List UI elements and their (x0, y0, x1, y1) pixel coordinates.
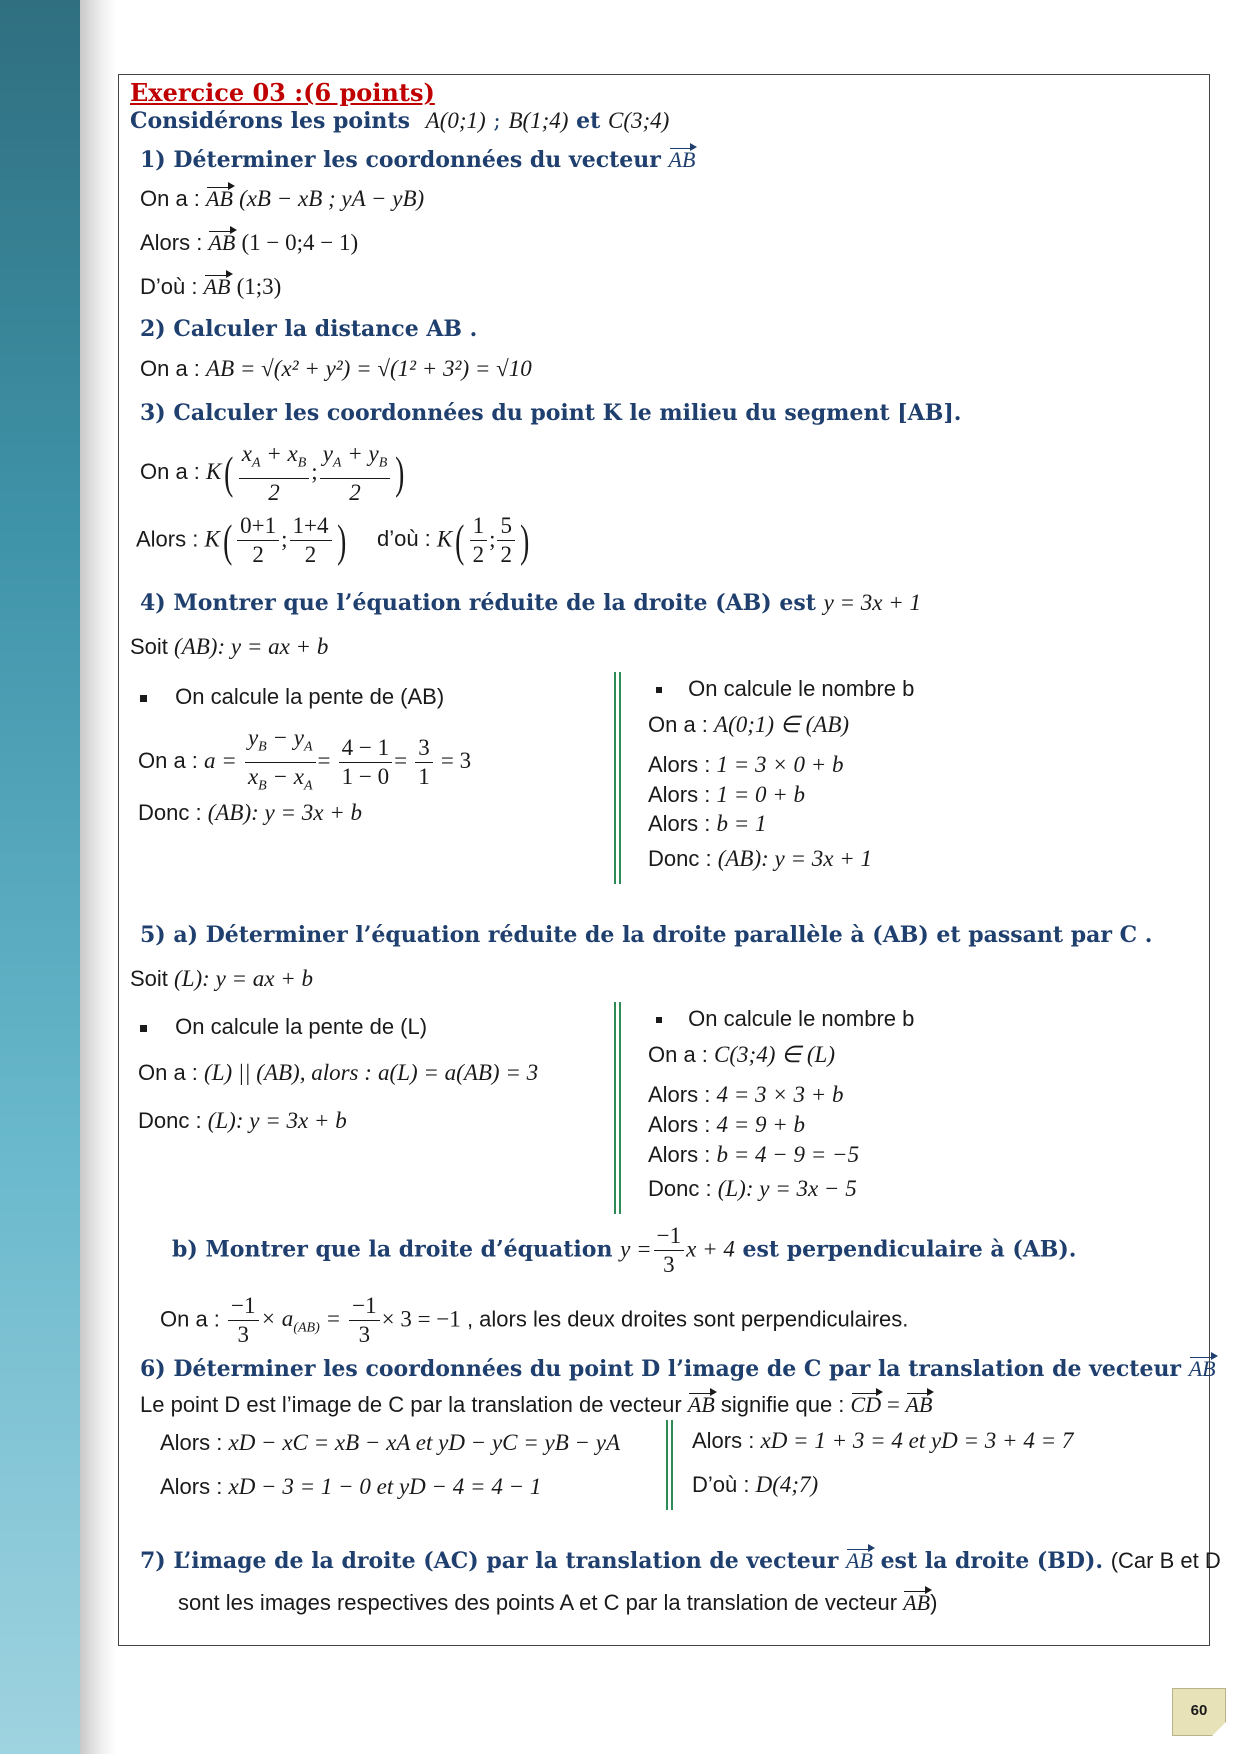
vector-ab: AB (203, 274, 231, 299)
point-c: C(3;4) (607, 108, 670, 133)
line-prefix: Alors : (648, 782, 711, 807)
q6-heading (140, 1356, 1216, 1382)
page-number-text: 60 (1190, 1702, 1208, 1719)
fraction: $\frac{-1}{3}$ (654, 1222, 684, 1279)
q4-left-line1-tail: = 3 (440, 747, 472, 773)
page-number (1172, 1688, 1226, 1736)
fraction: $\frac{y_A + y_B}{2}$ (320, 440, 391, 507)
column-divider (671, 1420, 673, 1510)
q4-right-line (648, 782, 805, 808)
q2-line-math: AB = √(x² + y²) = √(1² + 3²) = √10 (206, 356, 532, 381)
fraction: $\frac{3}{1}$ (415, 734, 433, 791)
line-prefix: Alors : (648, 811, 711, 836)
column-divider (619, 672, 621, 884)
vector-ab: AB (687, 1392, 715, 1417)
q5b-label-pre: b) Montrer que la droite d’équation (172, 1236, 613, 1263)
line-prefix: Donc : (648, 846, 712, 871)
q5a-left-bullet (140, 1014, 427, 1040)
line-prefix: Alors : (160, 1474, 223, 1499)
bullet-icon (140, 1025, 147, 1032)
q5a-label: 5) a) Déterminer l’équation réduite de la droite parallèle à (AB) et passant par C . (140, 922, 1153, 948)
q5a-right-bullet-text: On calcule le nombre b (688, 1006, 915, 1031)
q1-line1-math: (xB − xB ; yA − yB) (239, 186, 425, 211)
line-math: b = 1 (716, 811, 767, 836)
q3-line2: Alors : K( $\frac{0+1}{2}$ ; $\frac{1+4}{2}$ ) d’où : K( $\frac{1}{2}$ ; $\frac{5}{2}$ ) (136, 513, 530, 567)
line-math: D(4;7) (755, 1472, 819, 1497)
q7-heading (140, 1548, 1221, 1574)
q4-left-line1-prefix: On a : (138, 747, 198, 773)
q1-line3 (140, 274, 281, 300)
q5a-soit-math: (L): y = ax + b (174, 966, 314, 991)
fraction: $\frac{y_B - y_A}{x_B - x_A}$ (245, 724, 316, 800)
bullet-icon (656, 1017, 662, 1023)
q5b-line-tail: , alors les deux droites sont perpendiculaires. (466, 1306, 909, 1332)
line-prefix: Alors : (692, 1428, 755, 1453)
line-prefix: On a : (648, 1042, 708, 1067)
vector-cd: CD (850, 1392, 882, 1417)
q4-left-line2 (138, 800, 362, 826)
q7-line2-a: sont les images respectives des points A et C par la translation de vecteur (178, 1590, 898, 1615)
line-math: 1 = 0 + b (716, 782, 806, 807)
column-divider (619, 1002, 621, 1214)
line-prefix: Alors : (648, 1082, 711, 1107)
q4-left-bullet-text: On calcule la pente de (AB) (175, 684, 445, 709)
line-prefix: D’où : (692, 1472, 750, 1497)
q1-line2 (140, 230, 358, 256)
line-prefix: Alors : (160, 1430, 223, 1455)
line-math: 4 = 3 × 3 + b (716, 1082, 844, 1107)
line-math: 1 = 3 × 0 + b (716, 752, 844, 777)
q3-label: 3) Calculer les coordonnées du point K le milieu du segment [AB]. (140, 400, 962, 426)
q6-right-line (692, 1472, 818, 1498)
line-math: (AB): y = 3x + 1 (717, 846, 873, 871)
bullet-icon (140, 695, 147, 702)
q4-soit-prefix: Soit (130, 634, 168, 659)
side-band (0, 0, 80, 1754)
point-b: B(1;4) (508, 108, 569, 133)
q1-heading (140, 147, 695, 173)
q5a-soit-prefix: Soit (130, 966, 168, 991)
q5b-line-prefix: On a : (160, 1306, 220, 1332)
line-prefix: On a : (648, 712, 708, 737)
q3-line1-prefix: On a : (140, 459, 200, 485)
q6-line1-a: Le point D est l’image de C par la translation de vecteur (140, 1392, 682, 1417)
line-math: (L): y = 3x − 5 (717, 1176, 857, 1201)
vector-ab: AB (206, 186, 233, 211)
q5b-line: On a : $\frac{-1}{3}$ × $a_{(AB)}$ = $\frac{-1}{3}$ × 3 = −1 , alors les deux droites sont perpendiculaires. (160, 1293, 909, 1347)
q5a-heading (140, 922, 1152, 948)
column-divider (614, 1002, 616, 1214)
q4-right-line (648, 712, 849, 738)
q1-line3-math: (1;3) (236, 274, 282, 299)
q5a-right-line (648, 1112, 805, 1138)
fraction: $\frac{-1}{3}$ (228, 1292, 258, 1349)
q5a-right-line (648, 1042, 835, 1068)
vector-ab: AB (668, 147, 696, 172)
q5a-right-bullet (656, 1006, 914, 1032)
q7-line2 (178, 1590, 937, 1616)
q6-right-line (692, 1428, 1073, 1454)
fraction: $\frac{-1}{3}$ (349, 1292, 379, 1349)
line-math: 4 = 9 + b (716, 1112, 806, 1137)
title-text: Exercice 03 :(6 points) (130, 78, 435, 107)
column-divider (614, 672, 616, 884)
vector-ab: AB (905, 1392, 933, 1417)
q6-line1-b: signifie que : (720, 1392, 845, 1417)
fraction: $\frac{0+1}{2}$ (237, 512, 279, 569)
line-math: b = 4 − 9 = −5 (716, 1142, 860, 1167)
intro-text: Considérons les points (130, 108, 410, 134)
q5a-left-line1-tail: a(L) = a(AB) = 3 (378, 1060, 539, 1085)
column-divider (666, 1420, 668, 1510)
q7-label-b: est la droite (BD). (880, 1548, 1104, 1574)
q4-right-line (648, 752, 844, 778)
q5a-right-line (648, 1082, 844, 1108)
fraction: $\frac{5}{2}$ (497, 512, 515, 569)
q5a-left-line1-prefix: On a : (138, 1060, 198, 1085)
q5a-left-line2-prefix: Donc : (138, 1108, 202, 1133)
line-prefix: Alors : (648, 752, 711, 777)
q5a-left-line1 (138, 1060, 538, 1086)
vector-ab: AB (1188, 1356, 1216, 1381)
line-prefix: Alors : (648, 1112, 711, 1137)
q3-heading (140, 400, 961, 426)
q7-label-a: 7) L’image de la droite (AC) par la translation de vecteur (140, 1548, 839, 1574)
q3-line1: On a : K( $\frac{x_A + x_B}{2}$ ; $\frac{y_A + y_B}{2}$ ) (140, 441, 405, 505)
q6-label: 6) Déterminer les coordonnées du point D l’image de C par la translation de vecteur (140, 1356, 1182, 1382)
q5a-right-line (648, 1142, 859, 1168)
q1-line3-prefix: D’où : (140, 274, 198, 299)
fraction: $\frac{1+4}{2}$ (290, 512, 332, 569)
q6-left-line (160, 1474, 541, 1500)
line-math: C(3;4) ∈ (L) (714, 1042, 836, 1067)
vector-ab: AB (846, 1548, 873, 1573)
q4-left-line2-prefix: Donc : (138, 800, 202, 825)
fraction: $\frac{4 - 1}{1 - 0}$ (339, 734, 392, 791)
q2-heading (140, 316, 477, 342)
q4-left-line2-math: (AB): y = 3x + b (207, 800, 363, 825)
line-math: A(0;1) ∈ (AB) (714, 712, 850, 737)
line-math: xD − xC = xB − xA et yD − yC = yB − yA (228, 1430, 621, 1455)
point-a: A(0;1) (425, 108, 486, 133)
q4-right-line (648, 846, 872, 872)
q4-soit-math: (AB): y = ax + b (174, 634, 329, 659)
q5b-heading: b) Montrer que la droite d’équation y = $\frac{-1}{3}$ x + 4 est perpendiculaire à (AB). (172, 1223, 1077, 1277)
vector-ab: AB (208, 230, 236, 255)
bullet-icon (656, 687, 662, 693)
q1-line2-math: (1 − 0;4 − 1) (241, 230, 359, 255)
line-math: xD − 3 = 1 − 0 et yD − 4 = 4 − 1 (228, 1474, 542, 1499)
q5a-left-line2 (138, 1108, 347, 1134)
q5a-left-bullet-text: On calcule la pente de (L) (175, 1014, 428, 1039)
q4-right-bullet-text: On calcule le nombre b (688, 676, 915, 701)
q4-soit (130, 634, 328, 660)
q4-target: y = 3x + 1 (823, 590, 922, 615)
q4-right-line (648, 811, 767, 837)
q2-line-prefix: On a : (140, 356, 200, 381)
line-prefix: Donc : (648, 1176, 712, 1201)
line-math: xD = 1 + 3 = 4 et yD = 3 + 4 = 7 (760, 1428, 1074, 1453)
q5b-label-post: est perpendiculaire à (AB). (742, 1236, 1077, 1263)
fraction: $\frac{1}{2}$ (470, 512, 488, 569)
q4-left-bullet (140, 684, 444, 710)
q4-label: 4) Montrer que l’équation réduite de la droite (AB) est (140, 590, 816, 616)
q5a-left-line2-math: (L): y = 3x + b (207, 1108, 347, 1133)
q3-line2-prefix: Alors : (136, 526, 199, 552)
q2-line (140, 356, 532, 382)
q4-left-line1: On a : a = $\frac{y_B - y_A}{x_B - x_A}$ = $\frac{4 - 1}{1 - 0}$ = $\frac{3}{1}$ = 3 (138, 724, 471, 800)
line-prefix: Alors : (648, 1142, 711, 1167)
q3-dou: d’où : (376, 526, 431, 552)
q5a-left-line1-math: (L) || (AB), alors : (204, 1060, 372, 1085)
q4-heading (140, 590, 921, 616)
q5a-soit (130, 966, 313, 992)
q2-label: 2) Calculer la distance AB . (140, 316, 478, 342)
q7-paren-a: (Car B et D (1110, 1548, 1221, 1573)
q1-label: 1) Déterminer les coordonnées du vecteur (140, 147, 661, 173)
q4-right-bullet (656, 676, 914, 702)
intro-line: Considérons les points A(0;1) ; B(1;4) et C(3;4) (130, 108, 670, 134)
exercise-title (130, 78, 435, 107)
q6-left-line (160, 1430, 620, 1456)
q1-line1-prefix: On a : (140, 186, 200, 211)
vector-ab: AB (903, 1590, 931, 1615)
q7-line2-b: ) (930, 1590, 938, 1615)
q6-line1: Le point D est l’image de C par la translation de vecteur AB signifie que : CD = AB (140, 1392, 933, 1417)
side-shadow (80, 0, 116, 1754)
q1-line2-prefix: Alors : (140, 230, 203, 255)
q5a-right-line (648, 1176, 857, 1202)
q1-line1 (140, 186, 424, 212)
fraction: $\frac{x_A + x_B}{2}$ (239, 440, 310, 507)
